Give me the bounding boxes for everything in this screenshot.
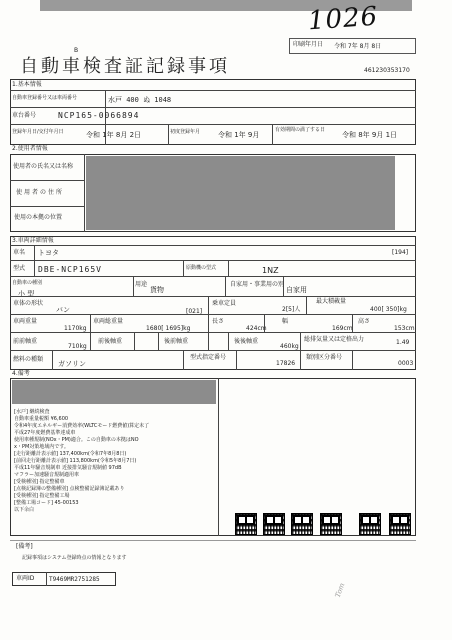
plate-label: 自動車登録番号又は車両番号 <box>12 95 78 101</box>
f-axle-label: 前後軸重 <box>98 338 123 345</box>
rf-axle-label: 後前軸重 <box>164 338 189 345</box>
body-value: バン <box>56 306 70 314</box>
redacted-remarks <box>12 380 216 404</box>
biz-label: 自家用・事業用の別 <box>230 281 285 288</box>
footer-notes-text: 記録事項はシステム登録時点の情報となります <box>22 555 127 561</box>
qr-code-icon <box>235 513 257 535</box>
remark-line: マフラー加速騒音規制適用車 <box>14 472 80 478</box>
class-label: 類別区分番号 <box>306 354 343 361</box>
basic-section-title: 1.基本情報 <box>12 81 42 88</box>
maker-value: トヨタ <box>38 249 59 257</box>
doc-number: 461230353170 <box>364 67 410 74</box>
fuel-value: ガソリン <box>58 360 86 368</box>
body-code: [021] <box>186 308 203 315</box>
height-label: 高さ <box>358 318 371 325</box>
issue-date-value: 令和 7年 8月 8日 <box>334 43 382 50</box>
margin-scribble: Tom <box>333 581 347 599</box>
remark-line: 使用車種規制(NOx・PM)適合。この自動車の本拠はNO <box>14 437 139 443</box>
fuel-label: 燃料の種類 <box>13 356 44 363</box>
qr-code-icon <box>291 513 313 535</box>
remark-line: [水戸] 継続検査 <box>14 409 50 415</box>
length-value: 424cm <box>246 325 267 332</box>
model-label: 型式 <box>13 265 26 272</box>
height-value: 153cm <box>394 325 415 332</box>
engine-label: 原動機の型式 <box>186 265 217 271</box>
handwritten-number: 1026 <box>307 1 380 37</box>
redacted-user-info <box>86 156 395 230</box>
kind-value: 小 型 <box>18 290 35 298</box>
first-year-value: 令和 1年 9月 <box>218 131 260 139</box>
rr-axle-label: 後後軸重 <box>234 338 259 345</box>
remark-line: 平成11年騒音規制車 近接排気騒音規制値 97dB <box>14 465 122 471</box>
remark-line: [前回走行距離計表示値] 113,800km(令和5年8月7日) <box>14 458 137 464</box>
disp-label: 総排気量又は定格出力 <box>304 336 365 343</box>
chassis-value: NCP165-0066894 <box>58 111 140 120</box>
user-base-label: 使用の本拠の位置 <box>14 214 63 221</box>
ff-axle-label: 前前軸重 <box>13 338 38 345</box>
weight-value: 1170kg <box>64 325 87 332</box>
first-reg-value: 令和 1年 8月 2日 <box>86 131 142 139</box>
capacity-label: 乗車定員 <box>212 300 237 307</box>
chassis-label: 車台番号 <box>12 112 37 119</box>
qr-code-icon <box>263 513 285 535</box>
plate-value: 水戸 400 ぬ 1048 <box>108 96 172 104</box>
first-year-label: 初度登録年月 <box>170 129 201 135</box>
expiry-label: 有効期間の満了する日 <box>275 127 326 133</box>
remark-line: 平成27年度燃費基準達成車 <box>14 430 76 436</box>
remark-line: [受検種別] 指定整備車 <box>14 479 65 485</box>
title-superscript: B <box>74 47 79 54</box>
remark-line: [受検種別] 指定整備工場 <box>14 493 70 499</box>
maker-code: [194] <box>392 249 409 256</box>
max-load-label: 最大積載量 <box>316 298 347 305</box>
remark-line: x・PM対策地域内です。 <box>14 444 69 450</box>
use-label: 用途 <box>135 281 148 288</box>
gross-label: 車両総重量 <box>93 318 124 325</box>
biz-value: 自家用 <box>286 286 307 294</box>
capacity-value: 2[5]人 <box>282 306 301 313</box>
weight-label: 車両重量 <box>13 318 38 325</box>
disp-value: 1.49 <box>396 339 410 346</box>
engine-value: 1NZ <box>262 266 279 275</box>
vehicle-id-value: T9469MR2751285 <box>49 576 100 583</box>
remark-line: [点検記録簿の整備種別] 点検整備記録簿記載あり <box>14 486 125 492</box>
remarks-section-title: 4.備考 <box>12 370 30 377</box>
vehicle-section-title: 3.車両詳細情報 <box>12 237 54 244</box>
qr-code-icon <box>359 513 381 535</box>
issue-date-label: 印刷年月日 <box>293 41 324 48</box>
type-num-value: 17826 <box>276 360 296 367</box>
length-label: 長さ <box>212 318 225 325</box>
footer-notes-label: [備考] <box>16 543 33 550</box>
remark-line: 自動車重量税額 ¥6,600 <box>14 416 69 422</box>
remarks-lines <box>14 408 216 513</box>
expiry-value: 令和 8年 9月 1日 <box>342 131 398 139</box>
remark-line: 令和4年度エネルギー消費効率(WLTCモード燃費値)算定未了 <box>14 423 150 429</box>
remark-line: [整備工場コード] 45-00153 <box>14 500 79 506</box>
remark-line: [走行距離計表示値] 137,400km(令和7年8月8日) <box>14 451 127 457</box>
ff-axle-value: 710kg <box>68 343 87 350</box>
body-label: 車体の形状 <box>13 300 44 307</box>
remark-line: 以下余白 <box>14 507 35 513</box>
rr-axle-value: 460kg <box>280 343 299 350</box>
kind-label: 自動車の種別 <box>12 280 43 286</box>
user-section-title: 2.使用者情報 <box>12 145 48 152</box>
qr-code-icon <box>389 513 411 535</box>
use-value: 貨物 <box>150 286 164 294</box>
gross-value: 1680[ 1695]kg <box>146 325 191 332</box>
user-name-label: 使用者の氏名又は名称 <box>13 163 74 170</box>
vehicle-id-label: 車両ID <box>16 575 35 582</box>
width-label: 幅 <box>282 318 289 325</box>
width-value: 169cm <box>332 325 353 332</box>
user-address-label: 使用者の住所 <box>16 189 65 196</box>
maker-label: 車名 <box>13 249 26 256</box>
model-value: DBE-NCP165V <box>38 265 102 274</box>
class-value: 0003 <box>398 360 414 367</box>
first-reg-label: 登録年月日/交付年月日 <box>12 129 64 135</box>
type-num-label: 型式指定番号 <box>190 354 227 361</box>
max-load-value: 400[ 350]kg <box>370 306 407 313</box>
qr-code-icon <box>320 513 342 535</box>
page-title: 自動車検査証記録事項 <box>20 56 230 77</box>
